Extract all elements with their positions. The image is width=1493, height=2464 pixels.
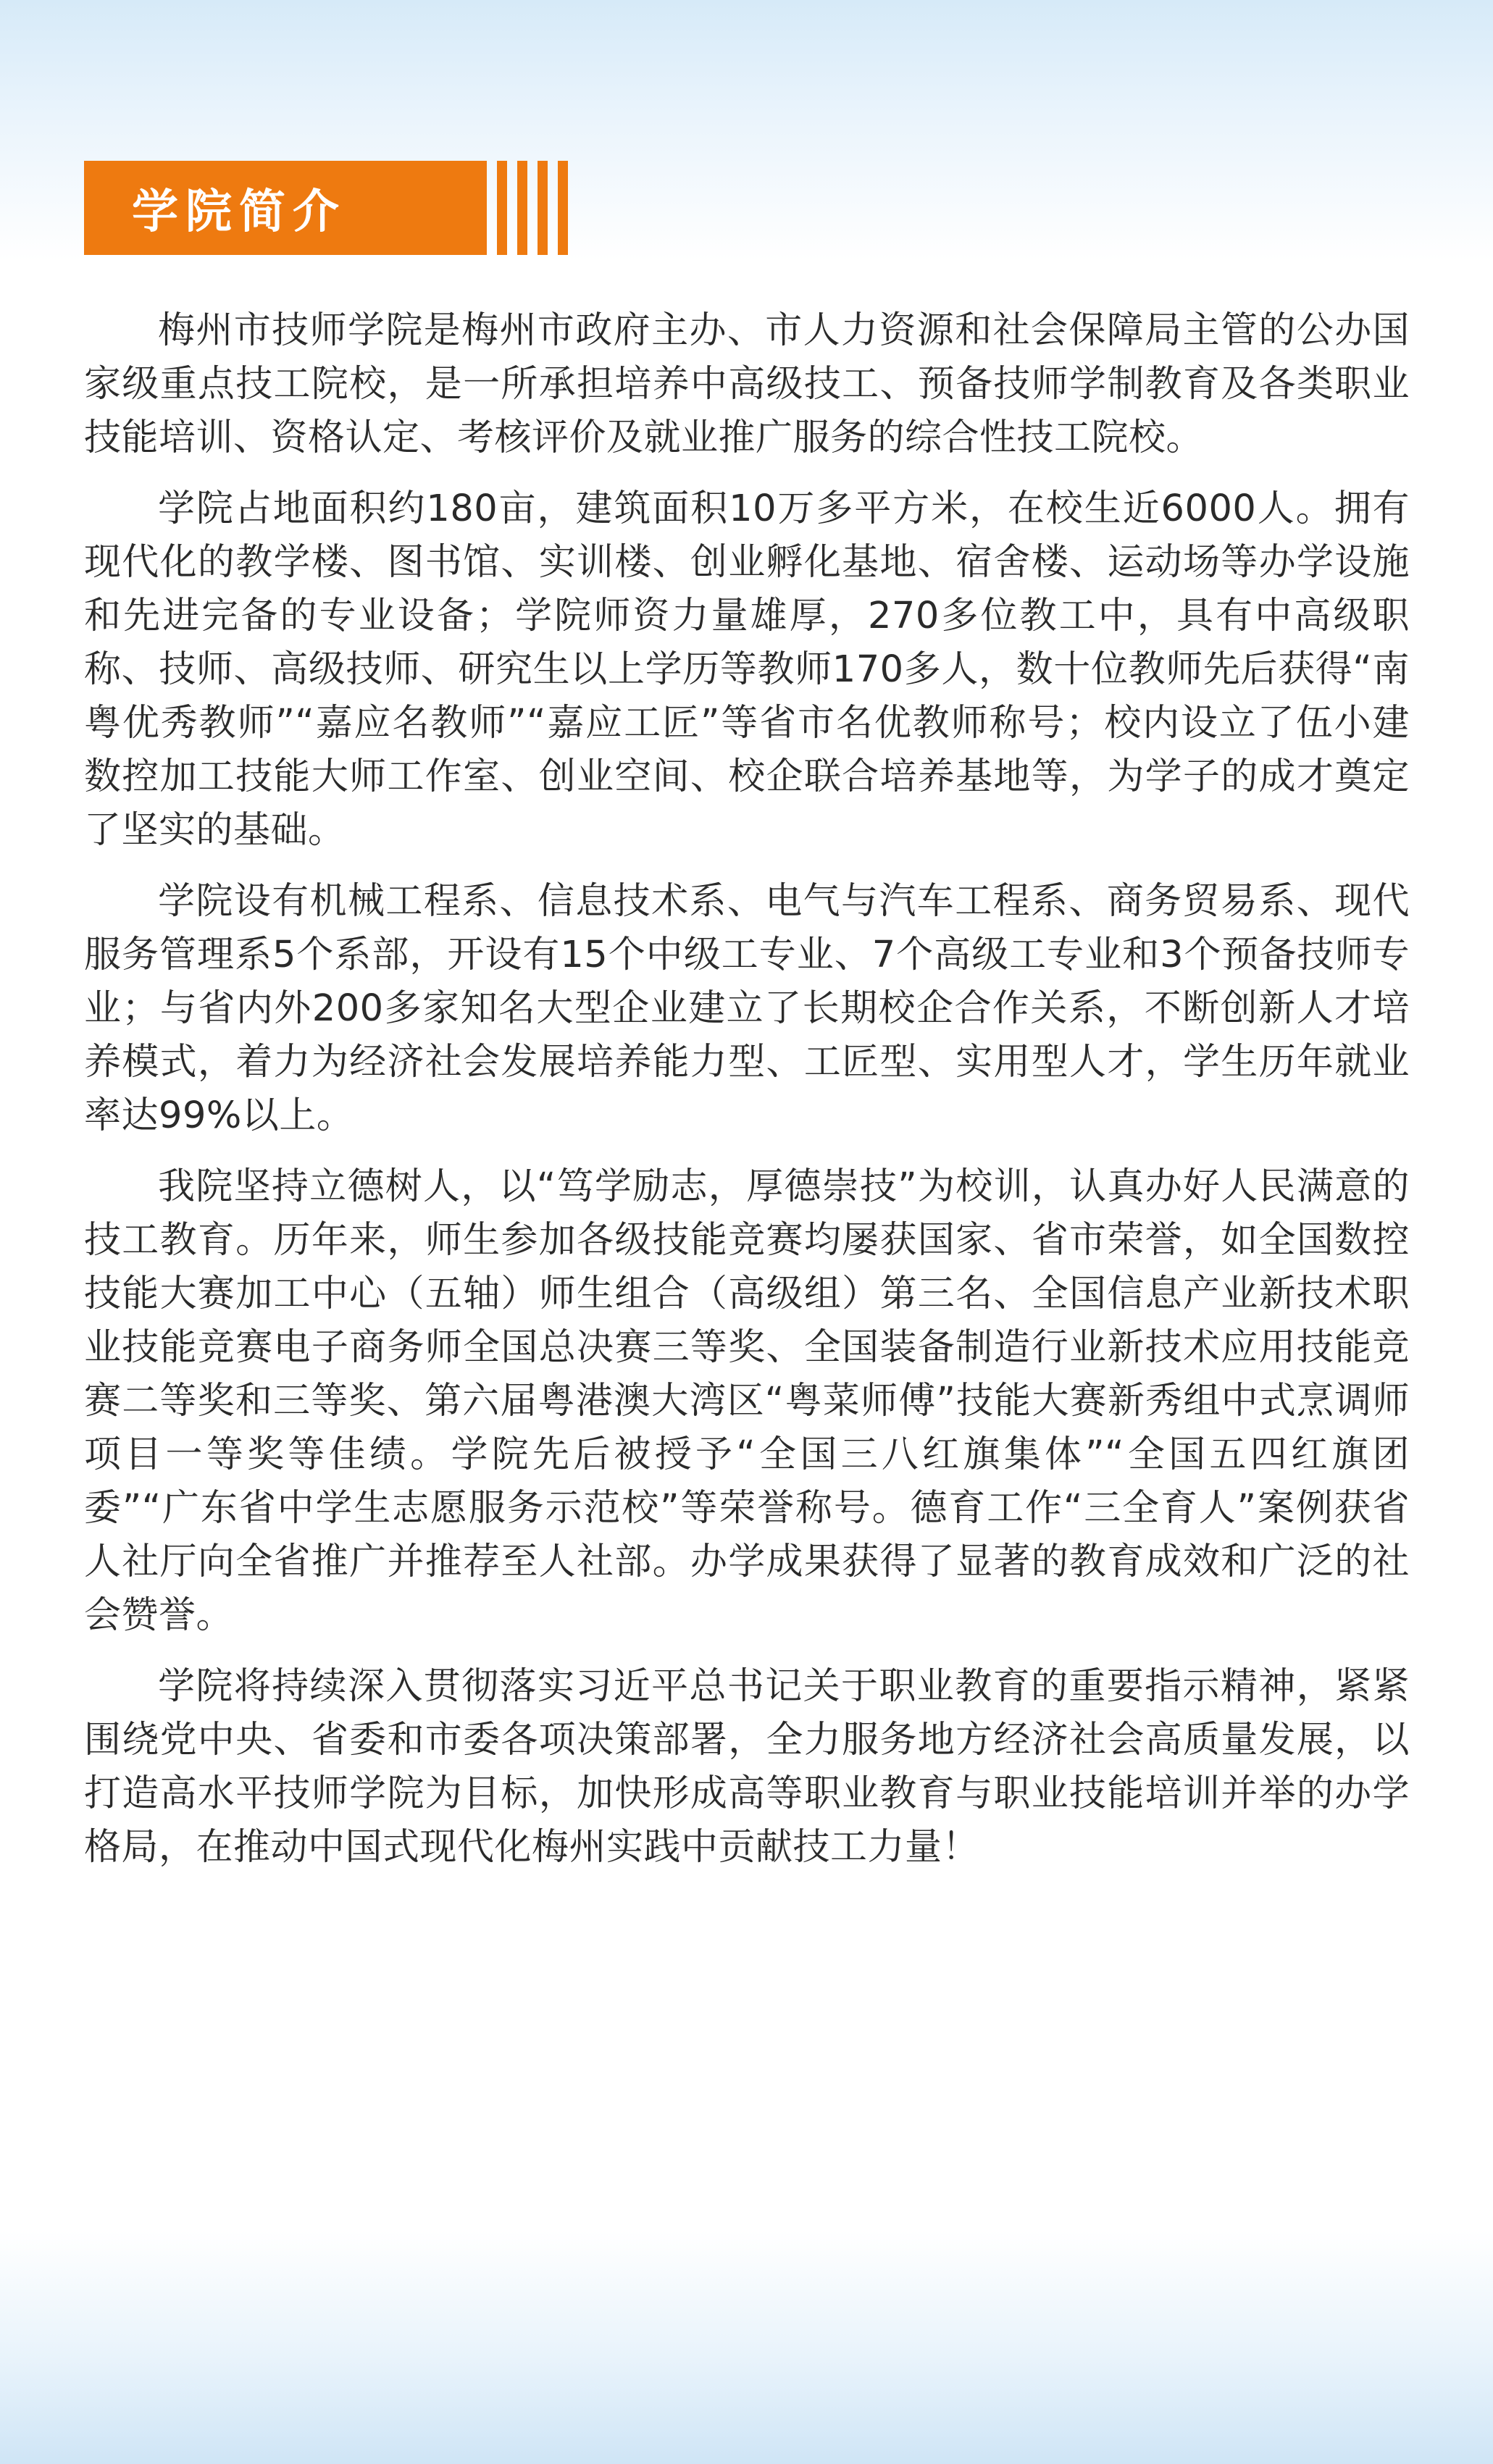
title-stripe-decoration <box>558 161 568 255</box>
intro-paragraph-departments: 学院设有机械工程系、信息技术系、电气与汽车工程系、商务贸易系、现代服务管理系5个系部，开设有15个中级工专业、7个高级工专业和3个预备技师专业；与省内外200多家知名大型企业建立了长期校企合作关系，不断创新人才培养模式，着力为经济社会发展培养能力型、工匠型、实用型人才，学生历年就业率达99%以上。 <box>84 880 1410 1137</box>
section-title-bar <box>84 161 487 255</box>
intro-paragraph-overview: 梅州市技师学院是梅州市政府主办、市人力资源和社会保障局主管的公办国家级重点技工院校，是一所承担培养中高级技工、预备技师学制教育及各类职业技能培训、资格认定、考核评价及就业推广服务的综合性技工院校。 <box>84 309 1410 459</box>
title-stripe-decoration <box>538 161 548 255</box>
section-title: 学院简介 <box>132 185 346 239</box>
title-stripe-decoration <box>497 161 507 255</box>
intro-paragraph-outlook: 学院将持续深入贯彻落实习近平总书记关于职业教育的重要指示精神，紧紧围绕党中央、省委和市委各项决策部署，全力服务地方经济社会高质量发展，以打造高水平技师学院为目标，加快形成高等职业教育与职业技能培训并举的办学格局，在推动中国式现代化梅州实践中贡献技工力量！ <box>84 1665 1410 1869</box>
title-stripe-decoration <box>517 161 527 255</box>
intro-paragraph-facilities: 学院占地面积约180亩，建筑面积10万多平方米，在校生近6000人。拥有现代化的教学楼、图书馆、实训楼、创业孵化基地、宿舍楼、运动场等办学设施和先进完备的专业设备；学院师资力量雄厚，270多位教工中，具有中高级职称、技师、高级技师、研究生以上学历等教师170多人，数十位教师先后获得“南粤优秀教师”“嘉应名教师”“嘉应工匠”等省市名优教师称号；校内设立了伍小建数控加工技能大师工作室、创业空间、校企联合培养基地等，为学子的成才奠定了坚实的基础。 <box>84 487 1410 852</box>
intro-body <box>84 304 1410 1892</box>
intro-paragraph-honors: 我院坚持立德树人，以“笃学励志，厚德崇技”为校训，认真办好人民满意的技工教育。历年来，师生参加各级技能竞赛均屡获国家、省市荣誉，如全国数控技能大赛加工中心（五轴）师生组合（高级组）第三名、全国信息产业新技术职业技能竞赛电子商务师全国总决赛三等奖、全国装备制造行业新技术应用技能竞赛二等奖和三等奖、第六届粤港澳大湾区“粤菜师傅”技能大赛新秀组中式烹调师项目一等奖等佳绩。学院先后被授予“全国三八红旗集体”“全国五四红旗团委”“广东省中学生志愿服务示范校”等荣誉称号。德育工作“三全育人”案例获省人社厅向全省推广并推荐至人社部。办学成果获得了显著的教育成效和广泛的社会赞誉。 <box>84 1165 1410 1637</box>
